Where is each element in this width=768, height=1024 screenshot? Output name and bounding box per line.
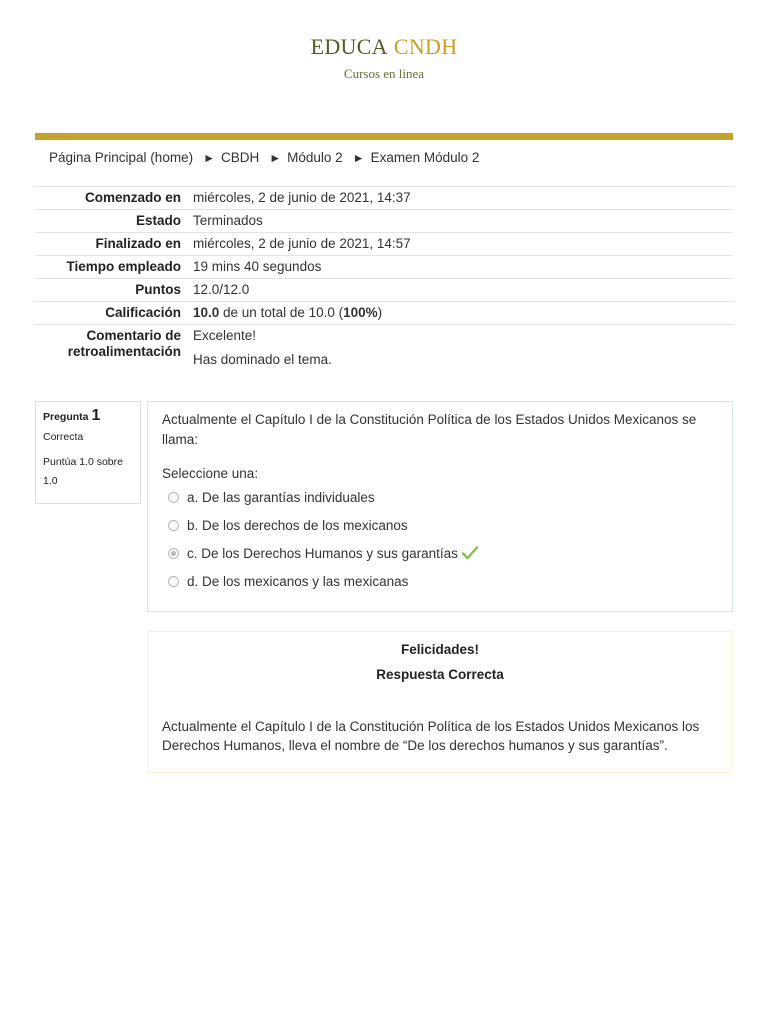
feedback-value (193, 325, 733, 377)
breadcrumb (49, 150, 479, 165)
time-value: 19 mins 40 segundos (193, 256, 733, 279)
breadcrumb-separator-icon: ► (352, 151, 365, 165)
summary-row-feedback (35, 325, 733, 377)
question-number-value: 1 (91, 407, 101, 424)
breadcrumb-separator-icon: ► (203, 151, 215, 165)
grade-mid-text: de un total de 10.0 ( (219, 305, 344, 320)
finished-value: miércoles, 2 de junio de 2021, 14:57 (193, 233, 733, 256)
radio-button[interactable] (168, 576, 179, 587)
feedback-subtitle: Respuesta Correcta (376, 667, 504, 682)
question-number (43, 407, 133, 425)
site-header (0, 34, 768, 82)
state-value: Terminados (193, 210, 733, 233)
radio-button-selected[interactable] (168, 548, 179, 559)
answer-option-c[interactable] (162, 539, 718, 567)
feedback-label-line1: Comentario de (86, 328, 181, 343)
time-label: Tiempo empleado (35, 256, 193, 279)
answer-option-d[interactable] (162, 567, 718, 595)
grade-percent: 100% (343, 305, 378, 320)
points-value: 12.0/12.0 (193, 279, 733, 302)
answer-option-b[interactable] (162, 511, 718, 539)
question-text: Actualmente el Capítulo I de la Constitución Política de los Estados Unidos Mexicanos se llama: (162, 412, 697, 447)
feedback-title: Felicidades! (400, 642, 480, 657)
breadcrumb-module[interactable]: Módulo 2 (287, 150, 343, 165)
answer-option-a[interactable] (162, 483, 718, 511)
state-label: Estado (35, 210, 193, 233)
summary-row-points (35, 279, 733, 302)
summary-row-started (35, 187, 733, 210)
started-label: Comenzado en (35, 187, 193, 210)
logo-educa: EDUCA (310, 34, 388, 59)
feedback-line1: Excelente! (193, 328, 257, 343)
answer-label: a. De las garantías individuales (187, 489, 375, 505)
question-info-panel (35, 401, 141, 504)
site-tagline: Cursos en linea (343, 66, 425, 81)
breadcrumb-home[interactable]: Página Principal (home) (49, 150, 194, 165)
breadcrumb-separator-icon: ► (269, 151, 282, 165)
grade-end-text: ) (377, 305, 383, 320)
answer-label: b. De los derechos de los mexicanos (187, 517, 408, 533)
answer-label: c. De los Derechos Humanos y sus garantías (187, 545, 458, 561)
question-label: Pregunta (43, 411, 89, 423)
header-divider-bar (35, 133, 733, 140)
answer-prompt: Seleccione una: (162, 466, 259, 481)
feedback-line2: Has dominado el tema. (193, 352, 332, 367)
logo-cndh: CNDH (393, 34, 458, 59)
finished-label: Finalizado en (35, 233, 193, 256)
site-logo[interactable] (0, 34, 768, 60)
points-label: Puntos (35, 279, 193, 302)
grade-label: Calificación (35, 302, 193, 325)
feedback-label (35, 325, 193, 377)
radio-button[interactable] (168, 492, 179, 503)
summary-row-finished (35, 233, 733, 256)
feedback-text: Actualmente el Capítulo I de la Constitución Política de los Estados Unidos Mexicanos los Derechos Humanos, lleva el nombre de “De los derechos humanos y sus garantías”. (162, 719, 700, 753)
breadcrumb-exam[interactable]: Examen Módulo 2 (370, 150, 480, 165)
question-panel (147, 401, 733, 612)
general-feedback-panel (147, 631, 733, 773)
grade-value: 10.0 (193, 305, 220, 320)
attempt-summary-table (35, 186, 733, 376)
question-state: Correcta (43, 431, 84, 443)
feedback-label-line2: retroalimentación (67, 344, 181, 359)
summary-row-grade (35, 302, 733, 325)
correct-check-icon (462, 546, 478, 560)
summary-row-state (35, 210, 733, 233)
breadcrumb-course[interactable]: CBDH (220, 150, 260, 165)
radio-button[interactable] (168, 520, 179, 531)
answer-label: d. De los mexicanos y las mexicanas (187, 573, 409, 589)
question-grade: Puntúa 1.0 sobre 1.0 (43, 456, 123, 487)
grade-value-cell (193, 302, 733, 325)
answer-list (162, 483, 718, 595)
started-value: miércoles, 2 de junio de 2021, 14:37 (193, 187, 733, 210)
summary-row-time (35, 256, 733, 279)
